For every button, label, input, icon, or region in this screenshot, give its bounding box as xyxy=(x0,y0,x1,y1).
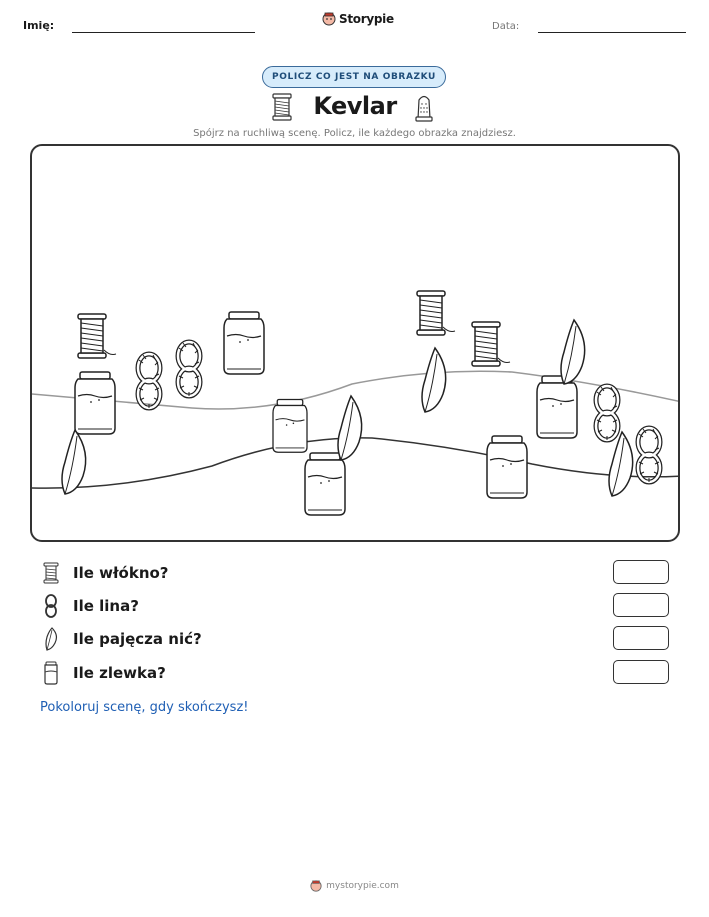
date-label: Data: xyxy=(492,21,520,32)
scene-spool xyxy=(78,314,116,358)
question-text: Ile pajęcza nić? xyxy=(73,630,202,648)
question-row xyxy=(40,560,670,586)
scene-rope xyxy=(596,386,618,440)
scene-jar xyxy=(487,436,527,498)
scene-jar xyxy=(75,372,115,434)
storypie-mascot-icon xyxy=(322,12,336,26)
spool-icon xyxy=(42,562,60,584)
scene-jar xyxy=(224,312,264,374)
instructions: Spójrz na ruchliwą scenę. Policz, ile każdego obrazka znajdziesz. xyxy=(193,128,516,139)
rope-icon xyxy=(43,594,59,618)
activity-badge xyxy=(262,66,446,88)
scene-spool xyxy=(472,322,510,366)
footer-url[interactable]: mystorypie.com xyxy=(326,881,399,891)
feather-icon xyxy=(43,627,59,651)
brand-logo xyxy=(322,12,394,26)
title-row xyxy=(0,92,709,124)
page-title: Kevlar xyxy=(313,92,397,120)
scene-jar xyxy=(537,376,577,438)
scene-feather xyxy=(62,430,86,494)
scene-feather xyxy=(422,348,446,412)
scene-jar xyxy=(305,453,345,515)
question-text: Ile włókno? xyxy=(73,564,169,582)
scene-jar xyxy=(273,400,307,453)
scene-feather xyxy=(561,320,585,384)
storypie-mascot-icon xyxy=(310,880,322,892)
answer-box[interactable] xyxy=(613,660,669,684)
answer-box[interactable] xyxy=(613,626,669,650)
question-row xyxy=(40,593,670,619)
activity-badge-text: POLICZ CO JEST NA OBRAZKU xyxy=(272,72,436,82)
brand-name: Storypie xyxy=(339,12,394,26)
scene-rope xyxy=(178,342,200,396)
footer xyxy=(0,880,709,892)
scene-feather xyxy=(338,396,362,460)
question-text: Ile zlewka? xyxy=(73,664,166,682)
coloring-instruction: Pokoloruj scenę, gdy skończysz! xyxy=(40,700,249,715)
thimble-icon xyxy=(413,92,435,122)
jar-icon xyxy=(43,661,59,685)
scene-rope xyxy=(638,428,660,482)
counting-scene xyxy=(30,144,680,542)
question-row xyxy=(40,626,670,652)
scene-rope xyxy=(138,354,160,408)
scene-feather xyxy=(609,432,633,496)
spool-icon xyxy=(271,92,293,122)
scene-spool xyxy=(417,291,455,335)
question-text: Ile lina? xyxy=(73,597,139,615)
answer-box[interactable] xyxy=(613,593,669,617)
question-row xyxy=(40,660,670,686)
answer-box[interactable] xyxy=(613,560,669,584)
date-field-line[interactable] xyxy=(538,32,686,33)
name-label: Imię: xyxy=(23,19,55,32)
name-field-line[interactable] xyxy=(72,32,255,33)
